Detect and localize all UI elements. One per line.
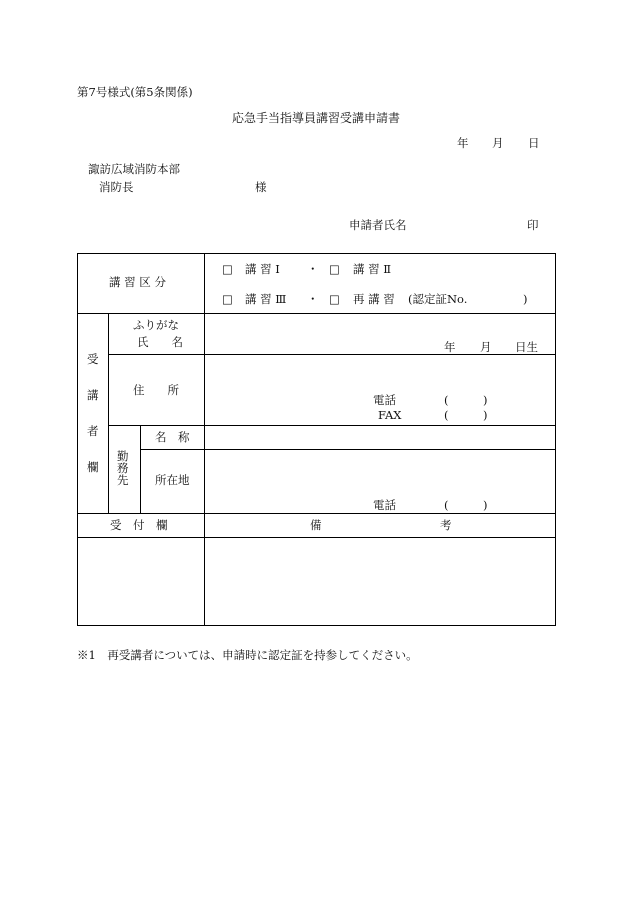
furigana-label: ふりがな — [133, 318, 179, 332]
main-column-divider — [204, 253, 205, 626]
course-separator-2: ・ — [307, 292, 319, 306]
name-row-bottom — [108, 354, 556, 355]
recourse-checkbox[interactable]: □ — [329, 292, 340, 306]
remarks-label-left: 備 — [310, 518, 322, 532]
applicant-name-label: 申請者氏名 — [349, 218, 407, 232]
workplace-location-label: 所在地 — [155, 473, 190, 487]
date-day: 日 — [528, 136, 540, 150]
certificate-number-close: ) — [523, 292, 528, 306]
remarks-label-right: 考 — [440, 518, 452, 532]
participant-label-divider — [108, 313, 109, 513]
fax-close: ) — [483, 408, 488, 422]
application-form-table — [77, 253, 556, 626]
applicant-seal: 印 — [527, 218, 539, 232]
table-border-right — [555, 253, 556, 626]
workplace-label-char-3: 先 — [117, 473, 129, 487]
workplace-name-label: 名 称 — [155, 430, 190, 444]
course1-label: 講 習 Ⅰ — [245, 262, 280, 276]
reception-header-bottom — [77, 537, 556, 538]
participant-label-char-1: 受 — [87, 352, 99, 366]
course-row-bottom — [77, 313, 556, 314]
workplace-phone-open: ( — [444, 498, 449, 512]
table-border-left — [77, 253, 78, 626]
home-phone-label: 電話 — [373, 393, 396, 407]
participant-label-char-4: 欄 — [87, 460, 99, 474]
fax-open: ( — [444, 408, 449, 422]
course3-label: 講 習 Ⅲ — [245, 292, 287, 306]
workplace-label-divider — [140, 425, 141, 513]
footnote: ※1 再受講者については、申請時に認定証を持参してください。 — [77, 648, 418, 662]
home-phone-open: ( — [444, 393, 449, 407]
table-border-top — [77, 253, 556, 254]
addressee-organization: 諏訪広域消防本部 — [88, 162, 180, 176]
address-row-bottom — [108, 425, 556, 426]
course2-checkbox[interactable]: □ — [329, 262, 340, 276]
workplace-phone-close: ) — [483, 498, 488, 512]
name-label: 氏 名 — [137, 335, 183, 349]
workplace-name-row-bottom — [140, 449, 556, 450]
reception-label: 受 付 欄 — [110, 518, 168, 532]
course-separator: ・ — [307, 262, 319, 276]
certificate-number-label: (認定証No. — [408, 292, 468, 306]
course2-label: 講 習 Ⅱ — [353, 262, 392, 276]
course3-checkbox[interactable]: □ — [222, 292, 233, 306]
date-month: 月 — [492, 136, 504, 150]
workplace-phone-label: 電話 — [373, 498, 396, 512]
fax-label: FAX — [378, 408, 402, 422]
date-year: 年 — [457, 136, 469, 150]
table-border-bottom — [77, 625, 556, 626]
participant-label-char-2: 講 — [87, 388, 99, 402]
page-title: 応急手当指導員講習受講申請書 — [232, 111, 401, 125]
addressee-honorific: 様 — [255, 180, 267, 194]
participant-label-char-3: 者 — [87, 424, 99, 438]
course1-checkbox[interactable]: □ — [222, 262, 233, 276]
course-division-label: 講 習 区 分 — [109, 275, 166, 289]
recourse-label: 再 講 習 — [353, 292, 395, 306]
participant-section-bottom — [77, 513, 556, 514]
birth-month: 月 — [480, 340, 492, 354]
home-phone-close: ) — [483, 393, 488, 407]
birth-year: 年 — [444, 340, 456, 354]
address-label: 住 所 — [133, 383, 179, 397]
workplace-label-char-2: 務 — [117, 461, 129, 475]
birth-day: 日生 — [515, 340, 538, 354]
form-number: 第7号様式(第5条関係) — [77, 85, 193, 99]
workplace-label-char-1: 勤 — [117, 449, 129, 463]
addressee-position: 消防長 — [99, 180, 134, 194]
